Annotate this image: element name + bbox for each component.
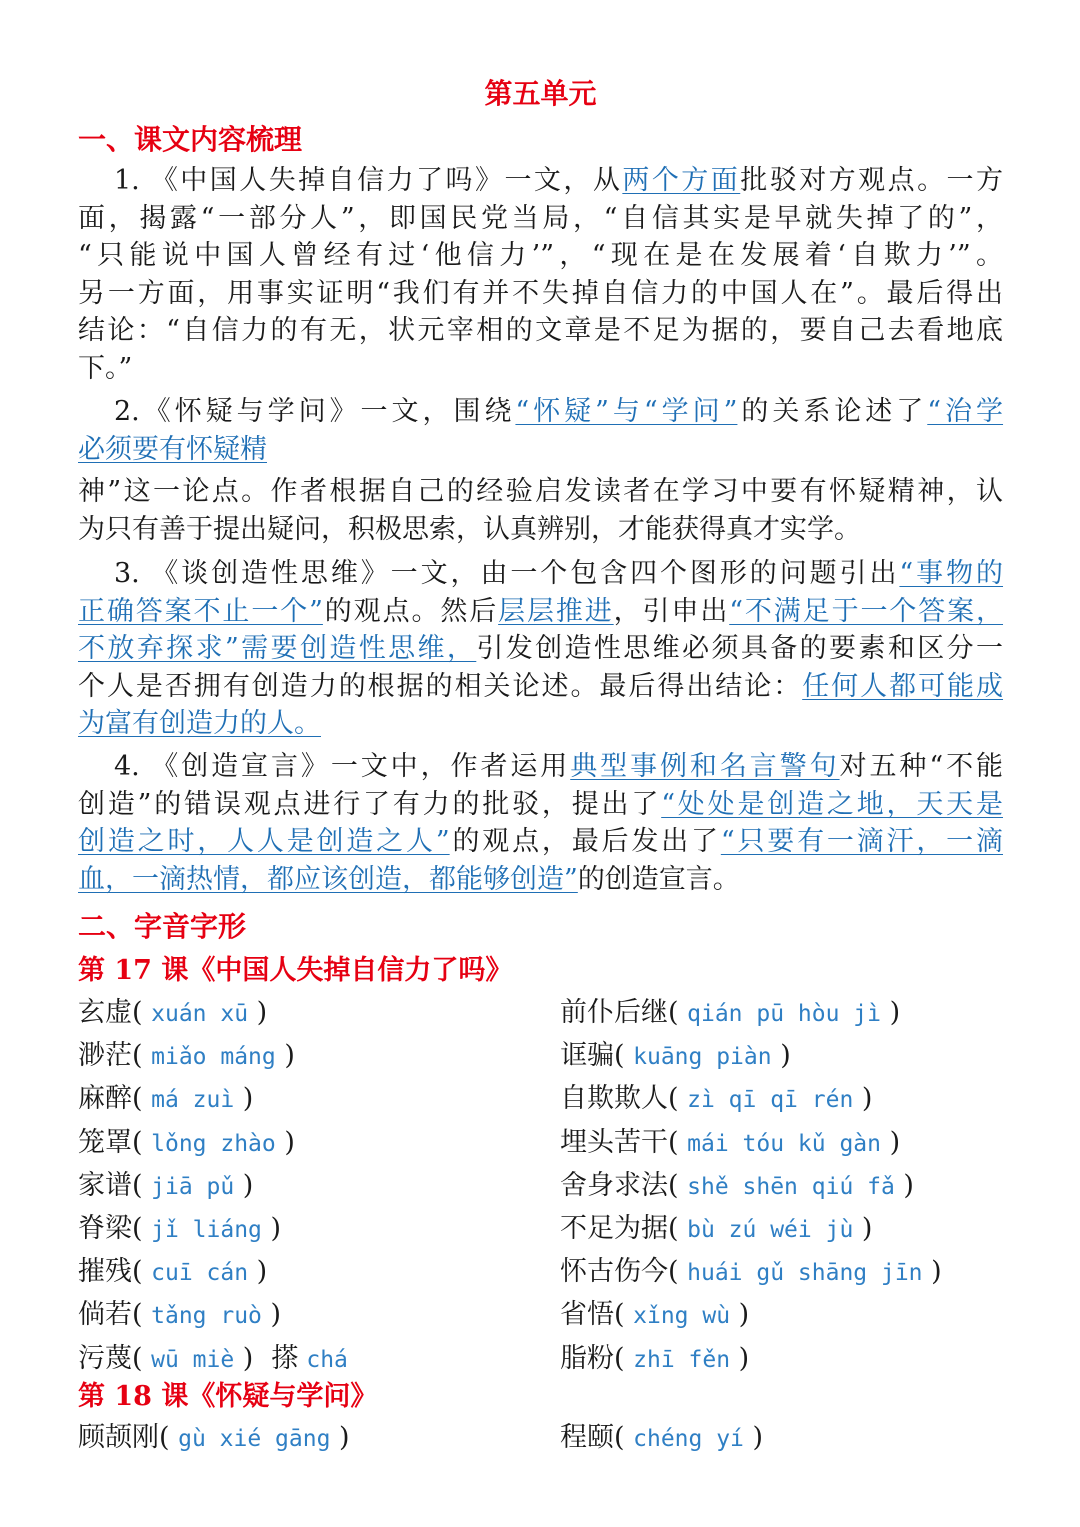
vocab-pinyin: chéng yí [633, 1426, 744, 1452]
paren-open: ( [132, 1213, 152, 1244]
paren-open: ( [132, 1342, 152, 1374]
vocab-item [560, 1415, 763, 1454]
vocab-pinyin: má zuì [151, 1087, 235, 1114]
section-heading-pronunciation: 二、字音字形 [78, 910, 247, 943]
paragraph-line [78, 393, 1003, 431]
vocab-item [560, 1163, 914, 1202]
paren-close: ) [261, 1299, 282, 1331]
vocab-item [560, 1292, 749, 1331]
highlight-answer: “只要有一滴汗，一滴 [720, 826, 1003, 857]
paren-close: ) [771, 1040, 791, 1072]
text-run: 创造”的错误观点进行了有力的批驳，提出了 [78, 788, 662, 820]
paren-open: ( [614, 1342, 634, 1374]
paragraph-line: 另一方面，用事实证明“我们有并不失掉自信力的中国人在”。最后得出 [78, 277, 1003, 309]
paren-open: ( [159, 1422, 179, 1453]
text-run: 的创造宣言。 [577, 863, 740, 895]
text-run: 的关系论述了 [737, 396, 928, 427]
section-heading-content: 一、课文内容梳理 [78, 123, 303, 156]
paragraph-line [78, 668, 1003, 706]
vocab-pinyin: xǐng wù [633, 1303, 731, 1330]
text-run: 批驳对方观点。一方 [740, 165, 1004, 196]
vocab-word: 前仆后继 [560, 997, 668, 1028]
paragraph-line: 为只有善于提出疑问，积极思索，认真辨别，才能获得真才实学。 [78, 513, 861, 545]
paren-close: ) [922, 1256, 942, 1288]
paren-open: ( [614, 1299, 634, 1331]
vocab-item [560, 1120, 900, 1159]
vocab-item [78, 1336, 348, 1375]
paren-open: ( [668, 997, 688, 1028]
paragraph-line [78, 593, 1003, 631]
highlight-answer: “怀疑”与“学问” [515, 396, 738, 427]
highlight-answer: 血，一滴热情，都应该创造，都能够创造” [78, 863, 578, 895]
vocab-word: 顾颉刚 [78, 1422, 159, 1453]
text-run: 引发创造性思维必须具备的要素和区分一 [476, 633, 1003, 664]
vocab-word: 怀古伤今 [560, 1256, 668, 1288]
lesson-18-heading: 第 18 课《怀疑与学问》 [78, 1381, 378, 1412]
paren-close: ) [275, 1126, 295, 1158]
vocab-word: 倘若 [78, 1299, 132, 1331]
paragraph-line [78, 555, 1003, 593]
paren-close: ) [853, 1083, 873, 1115]
text-run: 的观点，最后发出了 [449, 826, 721, 857]
paren-close: ) [248, 1256, 268, 1288]
paragraph-2-cont [78, 473, 1003, 548]
vocab-item [78, 1033, 295, 1072]
vocab-pinyin: jǐ liáng [151, 1217, 262, 1243]
vocab-item [78, 990, 267, 1029]
vocab-word: 污蔑 [78, 1342, 132, 1374]
paren-open: ( [668, 1126, 688, 1158]
vocab-pinyin: huái gǔ shāng jīn [687, 1260, 923, 1287]
highlight-answer: 层层推进 [498, 595, 614, 627]
paren-open: ( [132, 1126, 152, 1158]
paren-close: ) [894, 1169, 914, 1201]
vocab-pinyin: bù zú wéi jù [687, 1217, 854, 1243]
paragraph-4 [78, 748, 1003, 898]
vocab-item [78, 1163, 253, 1202]
lesson-17-heading: 第 17 课《中国人失掉自信力了吗》 [78, 955, 513, 986]
vocab-pinyin: kuāng piàn [633, 1044, 772, 1071]
vocab-item [560, 1076, 872, 1115]
vocab-pinyin: jiā pǔ [151, 1173, 235, 1200]
paragraph-line: 下。” [78, 352, 133, 384]
vocab-word: 不足为据 [560, 1213, 668, 1244]
vocab-item [560, 990, 900, 1029]
vocab-word: 麻醉 [78, 1083, 132, 1115]
paren-open: ( [132, 1083, 152, 1115]
paren-close: ) [275, 1040, 295, 1072]
vocab-word: 摧残 [78, 1256, 132, 1288]
vocab-pinyin: lǒng zhào [151, 1130, 276, 1157]
highlight-answer: 正确答案不止一个” [78, 595, 323, 627]
paren-close: ) [881, 997, 901, 1028]
page-title: 第五单元 [484, 77, 597, 110]
paragraph-line [78, 861, 1003, 899]
highlight-answer: “不满足于一个答案， [729, 595, 1004, 627]
vocab-extra-word: 搽 [271, 1342, 299, 1374]
highlight-answer: 不放弃探求”需要创造性思维， [78, 633, 477, 664]
vocab-word: 埋头苦干 [560, 1126, 668, 1158]
vocab-item [78, 1249, 267, 1288]
paren-open: ( [668, 1213, 688, 1244]
paren-open: ( [132, 1299, 152, 1331]
paren-close: ) [234, 1169, 254, 1201]
vocab-word: 舍身求法 [560, 1169, 668, 1201]
paren-close: ) [730, 1299, 750, 1331]
paren-close: ) [853, 1213, 873, 1244]
vocab-pinyin: miǎo máng [151, 1044, 276, 1071]
paren-open: ( [668, 1256, 688, 1288]
text-run: 个人是否拥有创造力的根据的相关论述。最后得出结论： [78, 670, 803, 702]
text-run: 3. 《谈创造性思维》一文，由一个包含四个图形的问题引出 [114, 558, 900, 589]
paren-close: ) [261, 1213, 282, 1244]
paren-open: ( [668, 1083, 688, 1115]
text-run: 对五种“不能 [839, 751, 1004, 782]
highlight-answer: 两个方面 [622, 165, 741, 196]
highlight-answer: 典型事例和名言警句 [570, 751, 840, 782]
paren-close: ) [330, 1422, 350, 1453]
vocab-pinyin: gù xié gāng [178, 1426, 331, 1452]
paragraph-line [78, 630, 1003, 668]
paren-close: ) [730, 1342, 750, 1374]
vocab-word: 脂粉 [560, 1342, 614, 1374]
paren-close: ) [248, 997, 268, 1028]
vocab-item [560, 1336, 749, 1375]
paren-close: ) [881, 1126, 901, 1158]
paragraph-line [78, 748, 1003, 786]
vocab-item [78, 1292, 281, 1331]
paragraph-line [78, 162, 1003, 200]
paren-close: ) [743, 1422, 764, 1453]
vocab-word: 诓骗 [560, 1040, 614, 1072]
vocab-pinyin: zhī fěn [633, 1346, 731, 1373]
paragraph-line: 面，揭露“一部分人”，即国民党当局，“自信其实是早就失掉了的”， [78, 202, 1003, 234]
vocab-item [560, 1206, 872, 1245]
highlight-answer: 创造之时，人人是创造之人” [78, 826, 450, 857]
vocab-word: 家谱 [78, 1169, 132, 1201]
highlight-answer: “事物的 [899, 558, 1004, 589]
vocab-word: 笼罩 [78, 1126, 132, 1158]
paragraph-line [78, 431, 1003, 469]
vocab-item [560, 1249, 942, 1288]
text-run: 的观点。然后 [322, 595, 499, 627]
text-run: 2.《怀疑与学问》一文，围绕 [114, 396, 516, 427]
paragraph-3 [78, 555, 1003, 743]
paren-close: ) [234, 1083, 254, 1115]
highlight-answer: “治学 [927, 396, 1004, 427]
paragraph-line [78, 705, 1003, 743]
vocab-pinyin: wū miè [151, 1346, 235, 1373]
paren-open: ( [132, 1256, 152, 1288]
vocab-word: 渺茫 [78, 1040, 132, 1072]
vocab-pinyin: shě shēn qiú fǎ [687, 1173, 895, 1200]
paren-open: ( [668, 1169, 688, 1201]
vocab-pinyin: tǎng ruò [151, 1303, 262, 1330]
vocab-item [78, 1415, 350, 1454]
text-run: 4. 《创造宣言》一文中，作者运用 [114, 751, 571, 782]
paren-open: ( [614, 1422, 634, 1453]
text-run: ，引申出 [613, 595, 730, 627]
highlight-answer: 必须要有怀疑精 [78, 433, 267, 465]
paragraph-1 [78, 162, 1003, 387]
paren-open: ( [132, 1040, 152, 1072]
vocab-word: 玄虚 [78, 997, 132, 1028]
paren-close: ) [234, 1342, 254, 1374]
vocab-word: 自欺欺人 [560, 1083, 668, 1115]
text-run: 1. 《中国人失掉自信力了吗》一文，从 [114, 165, 623, 196]
vocab-item [78, 1206, 281, 1245]
paren-open: ( [132, 1169, 152, 1201]
paragraph-line: “只能说中国人曾经有过‘他信力’”，“现在是在发展着‘自欺力’”。 [78, 240, 1003, 271]
paragraph-line: 神”这一论点。作者根据自己的经验启发读者在学习中要有怀疑精神，认 [78, 476, 1003, 507]
vocab-item [78, 1076, 253, 1115]
highlight-answer: 为富有创造力的人。 [78, 708, 321, 739]
vocab-pinyin: xuán xū [151, 1001, 249, 1027]
paren-open: ( [132, 997, 152, 1028]
vocab-word: 程颐 [560, 1422, 614, 1453]
vocab-extra-pinyin: chá [306, 1346, 348, 1373]
vocab-pinyin: zì qī qī rén [687, 1087, 854, 1114]
highlight-answer: 任何人都可能成 [802, 670, 1004, 702]
vocab-item [78, 1120, 295, 1159]
paragraph-line [78, 786, 1003, 824]
highlight-answer: “处处是创造之地，天天是 [661, 788, 1003, 820]
paragraph-line [78, 823, 1003, 861]
paragraph-line: 结论：“自信力的有无，状元宰相的文章是不足为据的，要自己去看地底 [78, 315, 1003, 346]
paragraph-2 [78, 393, 1003, 468]
vocab-pinyin: cuī cán [151, 1260, 249, 1287]
vocab-pinyin: qián pū hòu jì [687, 1001, 881, 1027]
vocab-item [560, 1033, 791, 1072]
vocab-word: 省悟 [560, 1299, 614, 1331]
vocab-word: 脊梁 [78, 1213, 132, 1244]
paren-open: ( [614, 1040, 634, 1072]
vocab-pinyin: mái tóu kǔ gàn [687, 1130, 881, 1157]
